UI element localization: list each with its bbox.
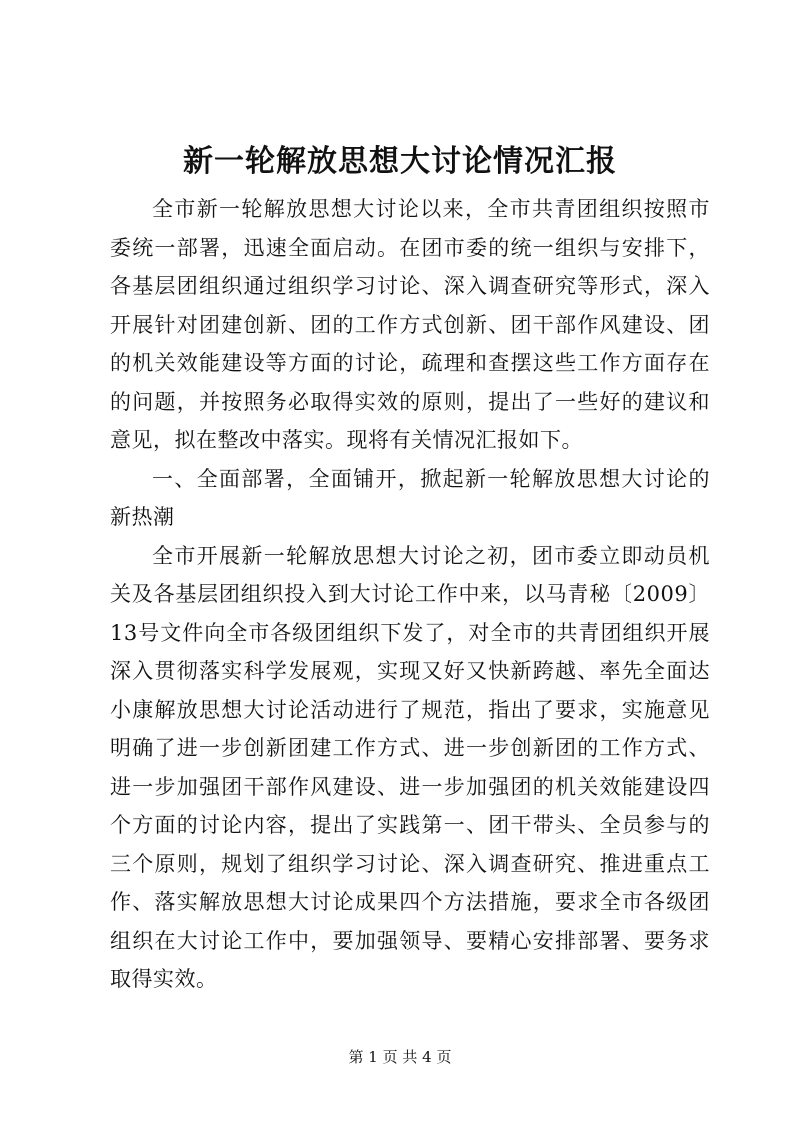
section-heading: 一、全面部署，全面铺开，掀起新一轮解放思想大讨论的新热潮	[110, 466, 710, 529]
page-footer: 第 1 页 共 4 页	[348, 1048, 452, 1066]
document-body	[110, 190, 710, 999]
section-paragraph: 全市开展新一轮解放思想大讨论之初，团市委立即动员机关及各基层团组织投入到大讨论工作中来，以马青秘〔2009〕13号文件向全市各级团组织下发了，对全市的共青团组织开展深入贯彻落实科学发展观，实现又好又快新跨越、率先全面达小康解放思想大讨论活动进行了规范，指出了要求，实施意见明确了进一步创新团建工作方式、进一步创新团的工作方式、进一步加强团干部作风建设、进一步加强团的机关效能建设四个方面的讨论内容，提出了实践第一、团干带头、全员参与的三个原则，规划了组织学习讨论、深入调查研究、推进重点工作、落实解放思想大讨论成果四个方法措施，要求全市各级团组织在大讨论工作中，要加强领导、要精心安排部署、要务求取得实效。	[110, 543, 710, 991]
intro-paragraph: 全市新一轮解放思想大讨论以来，全市共青团组织按照市委统一部署，迅速全面启动。在团市委的统一组织与安排下，各基层团组织通过组织学习讨论、深入调查研究等形式，深入开展针对团建创新、团的工作方式创新、团干部作风建设、团的机关效能建设等方面的讨论，疏理和查摆这些工作方面存在的问题，并按照务必取得实效的原则，提出了一些好的建议和意见，拟在整改中落实。现将有关情况汇报如下。	[110, 197, 710, 452]
document-title: 新一轮解放思想大讨论情况汇报	[183, 144, 617, 179]
